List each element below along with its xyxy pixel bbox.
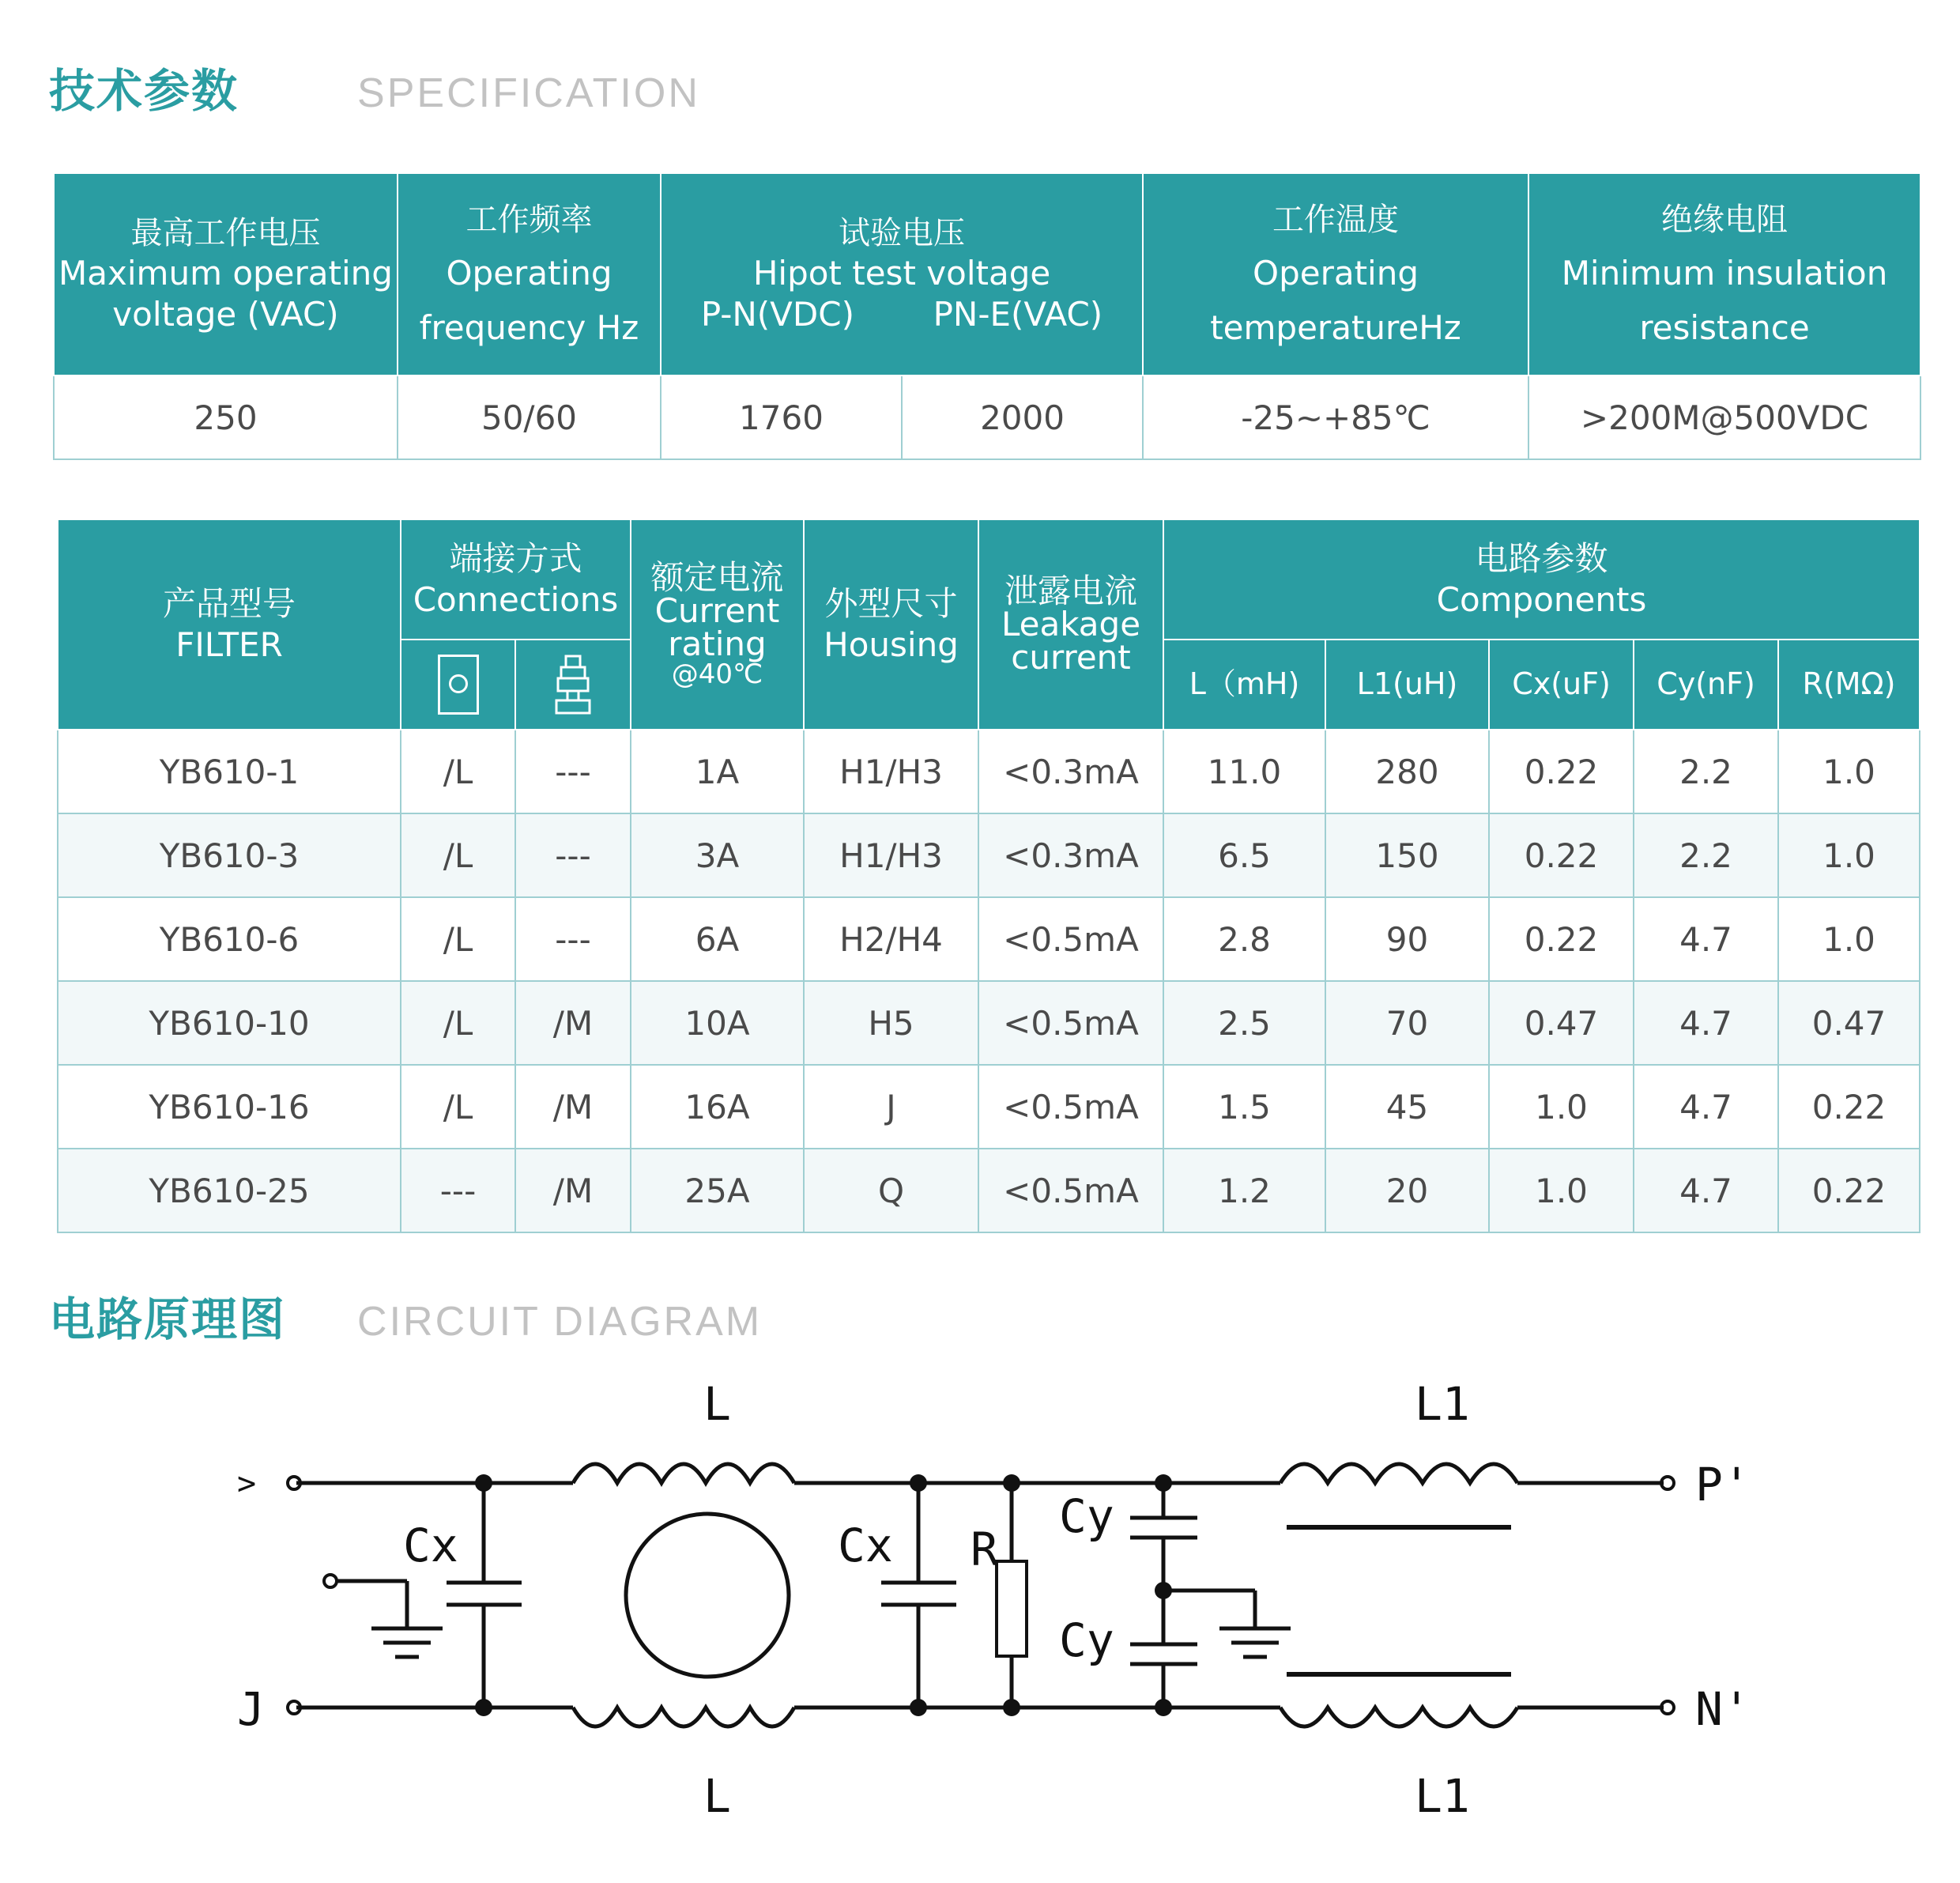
circuit-title-cn: 电路原理图: [49, 1292, 287, 1346]
header-L1: L1(uH): [1325, 640, 1489, 730]
spec-header-temperature: 工作温度 Operating temperatureHz: [1143, 173, 1528, 375]
circuit-title-en: CIRCUIT DIAGRAM: [357, 1299, 763, 1345]
spec-section-title: [49, 54, 700, 120]
cell-Cx: 0.22: [1489, 730, 1634, 813]
cell-L1: 45: [1325, 1065, 1489, 1149]
cell-current: 25A: [631, 1149, 804, 1232]
cell-current: 6A: [631, 897, 804, 981]
header-housing: 外型尺寸 Housing: [804, 519, 978, 730]
circuit-section-title: [49, 1282, 762, 1349]
spec-table: [53, 172, 1921, 460]
cell-connection-1: /L: [401, 1065, 515, 1149]
cell-connection-1: /L: [401, 813, 515, 897]
cell-connection-1: /L: [401, 981, 515, 1065]
spec-title-cn: 技术参数: [49, 64, 239, 118]
cell-connection-2: ---: [515, 813, 631, 897]
cell-model: YB610-10: [58, 981, 401, 1065]
header-R: R(MΩ): [1778, 640, 1920, 730]
cell-R: 1.0: [1778, 730, 1920, 813]
spec-header-insulation: 绝缘电阻 Minimum insulation resistance: [1528, 173, 1920, 375]
cell-Cx: 0.22: [1489, 897, 1634, 981]
cell-leakage: <0.5mA: [978, 1065, 1163, 1149]
table-row: [58, 1149, 1920, 1232]
header-connections: 端接方式 Connections: [401, 519, 631, 640]
spec-header-hipot: 试验电压 Hipot test voltage P-N(VDC) PN-E(VAC): [661, 173, 1143, 375]
inductor-L1-top: [1280, 1464, 1517, 1483]
cell-model: YB610-16: [58, 1065, 401, 1149]
label-Cy-top: Cy: [1059, 1489, 1114, 1543]
cell-leakage: <0.5mA: [978, 897, 1163, 981]
cell-L1: 150: [1325, 813, 1489, 897]
cell-Cy: 4.7: [1634, 897, 1778, 981]
circuit-diagram: [237, 1375, 1778, 1818]
cell-connection-2: /M: [515, 981, 631, 1065]
cell-housing: Q: [804, 1149, 978, 1232]
label-Cx-right: Cx: [838, 1519, 893, 1572]
cell-model: YB610-6: [58, 897, 401, 981]
label-R: R: [971, 1523, 998, 1576]
cell-Cx: 0.22: [1489, 813, 1634, 897]
connection-type-1-icon: [401, 640, 515, 730]
label-P-in: >: [237, 1466, 257, 1502]
cell-model: YB610-3: [58, 813, 401, 897]
header-leakage: 泄露电流 Leakage current: [978, 519, 1163, 730]
cell-model: YB610-25: [58, 1149, 401, 1232]
label-L-top: L: [703, 1377, 731, 1431]
header-filter: 产品型号 FILTER: [58, 519, 401, 730]
cell-connection-2: /M: [515, 1149, 631, 1232]
cell-leakage: <0.5mA: [978, 981, 1163, 1065]
inductor-L-top: [573, 1464, 794, 1483]
cell-leakage: <0.3mA: [978, 730, 1163, 813]
cell-Cy: 2.2: [1634, 813, 1778, 897]
cell-L1: 70: [1325, 981, 1489, 1065]
spec-title-en: SPECIFICATION: [357, 70, 700, 116]
cell-connection-2: ---: [515, 730, 631, 813]
label-N-out: N': [1695, 1682, 1751, 1736]
cell-current: 10A: [631, 981, 804, 1065]
label-Cx-left: Cx: [403, 1519, 458, 1572]
spec-hipot-pn: 1760: [661, 375, 902, 459]
inductor-L1-bottom: [1280, 1708, 1517, 1726]
label-L1-bottom: L1: [1415, 1769, 1470, 1818]
cell-current: 1A: [631, 730, 804, 813]
cell-R: 1.0: [1778, 813, 1920, 897]
cell-current: 3A: [631, 813, 804, 897]
cell-R: 0.47: [1778, 981, 1920, 1065]
cell-leakage: <0.5mA: [978, 1149, 1163, 1232]
spec-value-row: [54, 375, 1920, 459]
spec-temperature: -25~+85℃: [1143, 375, 1528, 459]
cell-R: 1.0: [1778, 897, 1920, 981]
inductor-L-bottom: [573, 1708, 794, 1726]
product-table-body: [58, 730, 1920, 1232]
terminal-ground: [324, 1575, 337, 1587]
cell-housing: J: [804, 1065, 978, 1149]
cell-leakage: <0.3mA: [978, 813, 1163, 897]
label-L1-top: L1: [1415, 1377, 1470, 1431]
choke-core: [626, 1514, 789, 1677]
product-header-row-1: [58, 519, 1920, 640]
cell-L1: 90: [1325, 897, 1489, 981]
header-current: 额定电流 Current rating @40℃: [631, 519, 804, 730]
spec-hipot-pne: 2000: [902, 375, 1143, 459]
cell-R: 0.22: [1778, 1065, 1920, 1149]
cell-connection-2: /M: [515, 1065, 631, 1149]
cell-model: YB610-1: [58, 730, 401, 813]
table-row: [58, 981, 1920, 1065]
header-Cy: Cy(nF): [1634, 640, 1778, 730]
cell-housing: H1/H3: [804, 813, 978, 897]
spec-frequency: 50/60: [398, 375, 661, 459]
cell-L: 6.5: [1163, 813, 1325, 897]
cell-connection-1: /L: [401, 730, 515, 813]
label-P-out: P': [1695, 1458, 1751, 1511]
cell-Cy: 4.7: [1634, 1065, 1778, 1149]
cell-current: 16A: [631, 1065, 804, 1149]
spec-header-row: [54, 173, 1920, 375]
spec-max-voltage: 250: [54, 375, 398, 459]
header-Cx: Cx(uF): [1489, 640, 1634, 730]
label-N-in: J: [237, 1682, 265, 1736]
cell-Cx: 0.47: [1489, 981, 1634, 1065]
cell-Cy: 4.7: [1634, 981, 1778, 1065]
cell-L1: 20: [1325, 1149, 1489, 1232]
cell-connection-2: ---: [515, 897, 631, 981]
cell-Cx: 1.0: [1489, 1065, 1634, 1149]
table-row: [58, 1065, 1920, 1149]
cell-L1: 280: [1325, 730, 1489, 813]
cell-L: 11.0: [1163, 730, 1325, 813]
spec-insulation: >200M@500VDC: [1528, 375, 1920, 459]
cell-Cx: 1.0: [1489, 1149, 1634, 1232]
cell-connection-1: ---: [401, 1149, 515, 1232]
cell-R: 0.22: [1778, 1149, 1920, 1232]
label-L-bottom: L: [703, 1769, 731, 1818]
cell-housing: H5: [804, 981, 978, 1065]
cell-L: 2.5: [1163, 981, 1325, 1065]
cell-Cy: 2.2: [1634, 730, 1778, 813]
cell-L: 1.5: [1163, 1065, 1325, 1149]
product-table: [57, 519, 1920, 1233]
header-components: 电路参数 Components: [1163, 519, 1920, 640]
cell-connection-1: /L: [401, 897, 515, 981]
spec-header-frequency: 工作频率 Operating frequency Hz: [398, 173, 661, 375]
connection-type-2-icon: [515, 640, 631, 730]
label-Cy-bottom: Cy: [1059, 1613, 1114, 1667]
table-row: [58, 730, 1920, 813]
table-row: [58, 813, 1920, 897]
cell-L: 2.8: [1163, 897, 1325, 981]
cell-housing: H2/H4: [804, 897, 978, 981]
table-row: [58, 897, 1920, 981]
cell-Cy: 4.7: [1634, 1149, 1778, 1232]
cell-L: 1.2: [1163, 1149, 1325, 1232]
cell-housing: H1/H3: [804, 730, 978, 813]
header-L: L（mH): [1163, 640, 1325, 730]
spec-header-max-voltage: 最高工作电压 Maximum operating voltage (VAC): [54, 173, 398, 375]
